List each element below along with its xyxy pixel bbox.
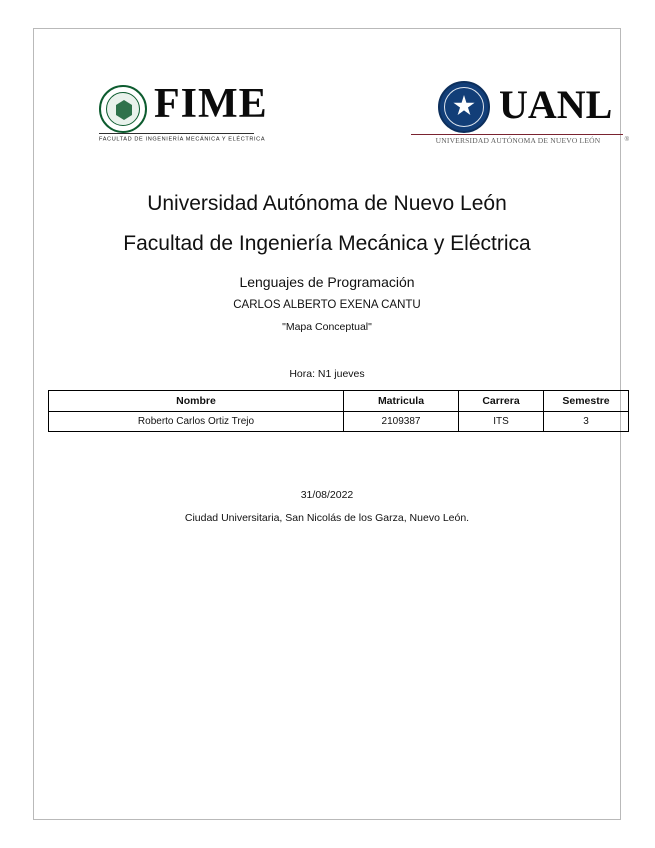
cell-semestre: 3 bbox=[544, 412, 629, 432]
schedule-text: Hora: N1 jueves bbox=[289, 368, 365, 380]
subject-title: Lenguajes de Programación bbox=[239, 274, 415, 290]
table-header bbox=[49, 391, 629, 412]
table-header-row bbox=[49, 391, 629, 412]
table-header-nombre: Nombre bbox=[49, 391, 344, 412]
table-header-matricula: Matricula bbox=[344, 391, 459, 412]
cell-nombre: Roberto Carlos Ortiz Trejo bbox=[49, 412, 344, 432]
uanl-seal-icon bbox=[438, 81, 490, 133]
uanl-wordmark: UANL bbox=[499, 82, 613, 127]
logo-row bbox=[34, 79, 629, 169]
table-header-carrera: Carrera bbox=[459, 391, 544, 412]
page-content bbox=[34, 29, 629, 819]
table-body bbox=[49, 412, 629, 432]
cell-matricula: 2109387 bbox=[344, 412, 459, 432]
document-date: 31/08/2022 bbox=[300, 489, 354, 501]
fime-divider bbox=[99, 133, 254, 134]
student-table bbox=[48, 390, 629, 432]
faculty-title: Facultad de Ingeniería Mecánica y Eléctrica bbox=[123, 232, 531, 255]
fime-caption: FACULTAD DE INGENIERÍA MECÁNICA Y ELÉCTRICA bbox=[99, 136, 266, 143]
uanl-trademark: ® bbox=[624, 137, 629, 143]
uanl-logo bbox=[409, 79, 629, 164]
cell-carrera: ITS bbox=[459, 412, 544, 432]
university-title: Universidad Autónoma de Nuevo León bbox=[147, 192, 507, 215]
table-row bbox=[49, 412, 629, 432]
uanl-caption: UNIVERSIDAD AUTÓNOMA DE NUEVO LEÓN bbox=[435, 136, 601, 145]
fime-seal-icon bbox=[99, 85, 147, 133]
document-kind: "Mapa Conceptual" bbox=[282, 321, 372, 333]
fime-wordmark: FIME bbox=[154, 81, 268, 127]
fime-logo bbox=[99, 79, 269, 159]
document-place: Ciudad Universitaria, San Nicolás de los Garza, Nuevo León. bbox=[184, 512, 470, 524]
document-page bbox=[33, 28, 629, 820]
table-header-semestre: Semestre bbox=[544, 391, 629, 412]
teacher-name: CARLOS ALBERTO EXENA CANTU bbox=[233, 299, 421, 311]
uanl-divider bbox=[411, 134, 623, 135]
